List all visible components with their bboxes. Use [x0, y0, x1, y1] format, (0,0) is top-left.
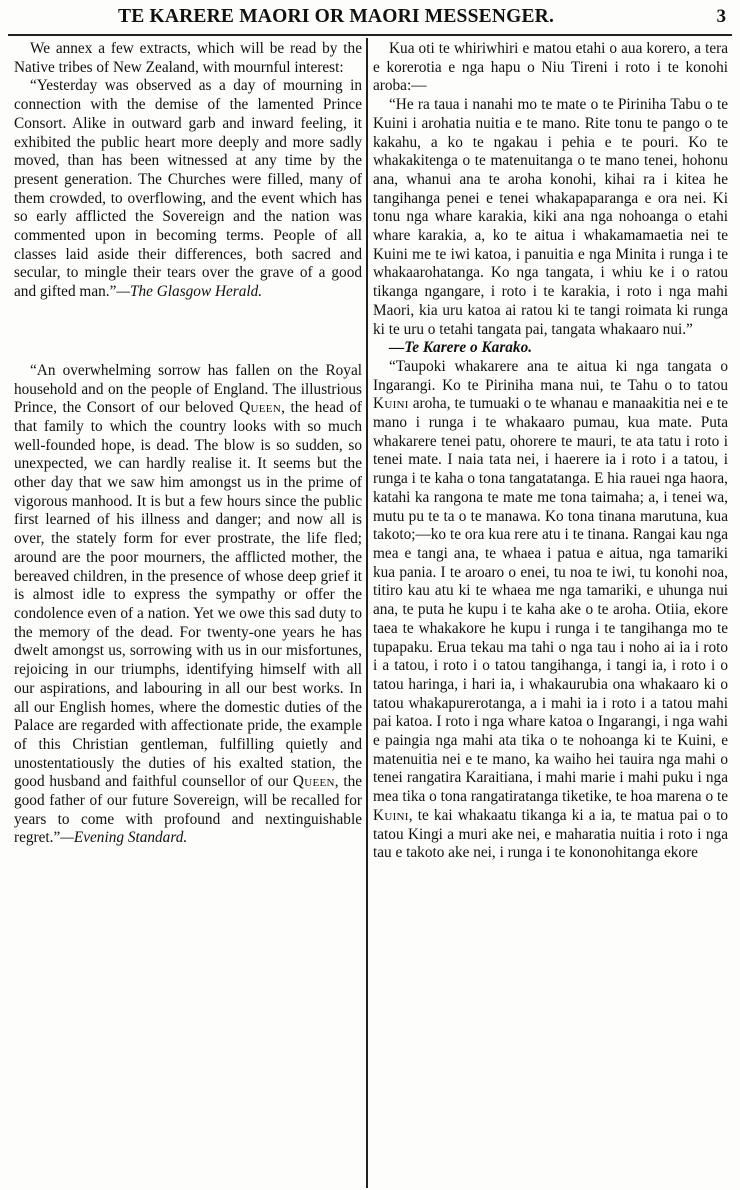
english-column: [14, 40, 362, 848]
queen-word: Queen: [292, 773, 335, 791]
maori-second-text-1: “Taupoki whakarere ana te aitua ki nga tangata o Ingarangi. Ko te Piriniha mana nui, te Tahu o to tatou: [373, 357, 728, 394]
english-intro: We annex a few extracts, which will be read by the Native tribes of New Zealand, with mournful interest:: [14, 40, 362, 76]
column-spacer: [14, 302, 362, 362]
maori-intro: Kua oti te whiriwhiri e matou etahi o aua korero, a tera e korerotia e nga hapu o Niu Tireni i roto i te konohi aroba:—: [373, 40, 728, 95]
glasgow-herald-source: —The Glasgow Herald.: [116, 283, 263, 301]
glasgow-herald-text: “Yesterday was observed as a day of mourning in connection with the demise of the lamented Prince Consort. Alike in outward garb and inward feeling, it exhibited the public heart more deeply and more sadly moved, than has been witnessed at any time by the present generation. The Churches were filled, many of them crowded, to overflowing, and the event which has so early afflicted the Sovereign and the nation was commented upon in becoming terms. People of all classes laid aside their differences, both sacred and secular, to mingle their tears over the grave of a good and gifted man.”: [14, 77, 362, 301]
evening-standard-text-3: , the good father of our future Sovereign, will be recalled for years to come with profound and nextinguishable regret.”: [14, 773, 363, 847]
evening-standard-source: —Evening Standard.: [60, 829, 188, 847]
evening-standard-text-2: , the head of that family to which the country looks with so much well-founded hope, is dead. The blow is so sudden, so unexpected, we can hardly realise it. It seems but the other day that we saw him amongst us in the prime of vigorous manhood. It is but a few hours since the public first learned of his illness and danger; and now all is over, the stately form for ever prostrate, the life fled; around are the poor mourners, the afflicted mother, the bereaved children, in the presence of whose deep grief it is almost idle to express the sympathy or offer the condolence even of a nation. Yet we owe this sad duty to the memory of the dead. For twenty-one years he has dwelt amongst us, sorrowing with us in our misfortunes, rejoicing in our triumphs, identifying himself with all our aspirations, and labouring in all our best works. In all our English homes, where the domestic duties of the Palace are regarded with affectionate pride, the example of this Christian gentleman, fulfilling quietly and unostentatiously the duties of his exalted station, the good husband and faithful counsellor of our: [14, 399, 362, 791]
queen-word: Queen: [239, 399, 282, 417]
header-rule: [8, 34, 732, 36]
te-karere-o-karako-extract: [373, 96, 728, 339]
evening-standard-extract: [14, 362, 362, 848]
running-head: [0, 4, 740, 30]
newspaper-title: TE KARERE MAORI OR MAORI MESSENGER.: [118, 6, 555, 27]
maori-second-extract: [373, 358, 728, 863]
maori-column: [373, 40, 728, 863]
kuini-word: Kuini: [373, 806, 409, 824]
te-karere-o-karako-text: “He ra taua i nanahi mo te mate o te Piriniha Tabu o te Kuini i arohatia nuitia e te mano. Rite tonu te pango o te kakahu, a ko te ngakau i pehia e te pouri. Ko te whakakitenga o te matenuitanga o te mano tenei, hohonu ana, whanui ana te aroha konohi, kihai ra i kitea he tangihanga penei e tenei whakapaparanga e ora nei. Ki tonu nga whare karakia, kiki ana nga nohoanga o etahi whare karakia, a, ko te aitua i whakamamaetia nei te Kuini me te iwi katoa, i panuitia e nga Minita i runga i te whakaarohatanga. Ko nga tangata, i whiu ke i o ratou tikanga ngangare, i roto i te karakia, i roto i nga mahi Maori, kia uru katoa ai ratou ki te tangi roimata ki runga ki te uru o tetahi tangata pai, tangata whakaaro nui.”: [373, 96, 728, 338]
kuini-word: Kuini: [373, 395, 409, 413]
maori-second-text-3: , te kai whakaatu tikanga ki a ia, te matua pai o to tatou Kingi a muri ake nei, e maharatia nuitia i roto i nga tau e takoto ake nei, i runga i te kononohitanga ekore: [373, 806, 728, 862]
glasgow-herald-extract: [14, 77, 362, 301]
evening-standard-text-1: “An overwhelming sorrow has fallen on the Royal household and on the people of England. The illustrious Prince, the Consort of our beloved: [14, 361, 362, 417]
column-divider: [366, 38, 368, 1188]
maori-second-text-2: aroha, te tumuaki o te whanau e manaakitia nei e te mano i runga i te whakaaro pumau, kua mate. Puta whakarere tenei patu, ohorere te mauri, te ata tatu i roto i tenei mate. I naia tata nei, i haerere ia i roto i a tatou, i runga i te kaha o tona tangatatanga. E hia rauei nga haora, katahi ka rangona te mate me tona taimaha; a, i tenei wa, mutu pu te ta o te manawa. Ko tona tinana marutuna, kua takoto;—ko te ora kua rere atu i te tinana. Rangai kau nga mea e tangi ana, te whaea i patua e aitua, nga tamariki kua pania. I te aroaro o enei, tu noa te iwi, tu konohi noa, titiro kau atu ki te whaea me nga tamariki, e uhunga nui ana, te puta he kupu i te kaha ake o te aroha. Otiia, ekore taea te whakakore he kupu i runga i te tangihanga mo te tupapaku. Erua tekau ma tahi o nga tau i noho ai ia i roto i a tatou, i roto i o tatou tangihanga, i tangi ia, i roto i o tatou haringa, i hari ia, i whakaurubia ona whakaaro ki o tatou whakapurerotanga, a i mahi ia i roto i a tatou mahi pai katoa. I roto i nga whare katoa o Ingarangi, i nga wahi e paingia nga mahi ata tika o te nohoanga ki te Kuini, e matenuitia nei e te mano, ka waiho hei tauira nga mahi o tenei rangatira Karaitiana, i mahi marie i mahi puku i nga mea tika o tona rangatiratanga tiketike, te hoa marena o te: [373, 395, 728, 806]
page-number: 3: [716, 6, 726, 27]
te-karere-o-karako-source: —Te Karere o Karako.: [389, 339, 533, 357]
